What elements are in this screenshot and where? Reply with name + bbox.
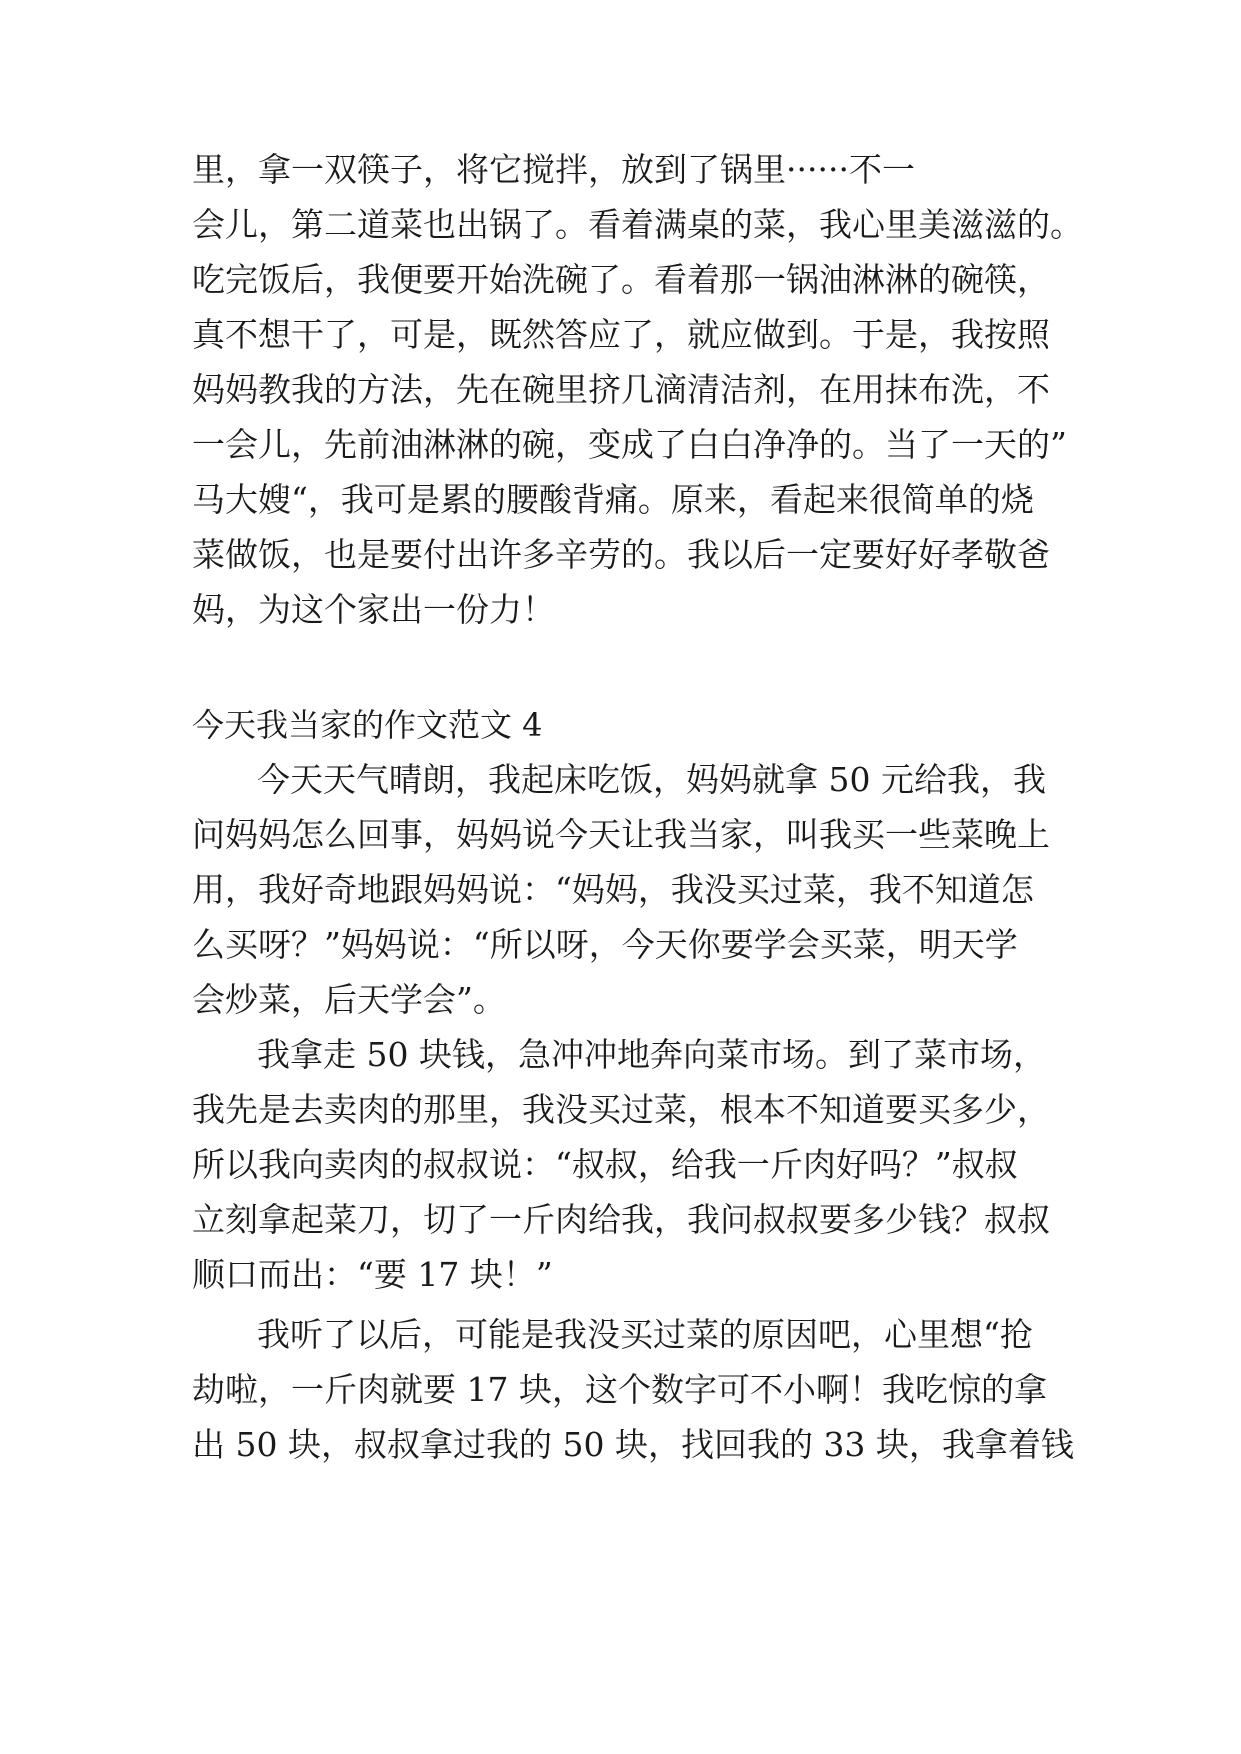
text-line: 我听了以后，可能是我没买过菜的原因吧，心里想“抢 <box>257 1315 1033 1354</box>
text-line: 会炒菜，后天学会”。 <box>192 980 506 1019</box>
text-line: 菜做饭，也是要付出许多辛劳的。我以后一定要好好孝敬爸 <box>192 535 1050 574</box>
text-line: 一会儿，先前油淋淋的碗，变成了白白净净的。当了一天的” <box>192 425 1067 464</box>
text-line: 我先是去卖肉的那里，我没买过菜，根本不知道要买多少， <box>192 1090 1050 1129</box>
text-line: 里，拿一双筷子，将它搅拌，放到了锅里······不一 <box>192 150 915 189</box>
text-line: 我拿走 50 块钱，急冲冲地奔向菜市场。到了菜市场， <box>257 1035 1046 1074</box>
text-line: 妈，为这个家出一份力！ <box>192 590 555 629</box>
text-line: 顺口而出：“要 17 块！” <box>192 1255 553 1294</box>
text-line: 立刻拿起菜刀，切了一斤肉给我，我问叔叔要多少钱？叔叔 <box>192 1200 1050 1239</box>
text-line: 今天天气晴朗，我起床吃饭，妈妈就拿 50 元给我，我 <box>257 760 1046 799</box>
text-line: 妈妈教我的方法，先在碗里挤几滴清洁剂，在用抹布洗，不 <box>192 370 1050 409</box>
text-line: 用，我好奇地跟妈妈说：“妈妈，我没买过菜，我不知道怎 <box>192 870 1034 909</box>
text-line: 马大嫂“，我可是累的腰酸背痛。原来，看起来很简单的烧 <box>192 480 1034 519</box>
section-title: 今天我当家的作文范文 4 <box>192 706 543 744</box>
text-line: 真不想干了，可是，既然答应了，就应做到。于是，我按照 <box>192 315 1050 354</box>
text-line: 所以我向卖肉的叔叔说：“叔叔，给我一斤肉好吗？”叔叔 <box>192 1145 1018 1184</box>
text-line: 吃完饭后，我便要开始洗碗了。看着那一锅油淋淋的碗筷， <box>192 260 1050 299</box>
text-line: 问妈妈怎么回事，妈妈说今天让我当家，叫我买一些菜晚上 <box>192 815 1050 854</box>
text-line: 会儿，第二道菜也出锅了。看着满桌的菜，我心里美滋滋的。 <box>192 205 1083 244</box>
text-line: 劫啦，一斤肉就要 17 块，这个数字可不小啊！我吃惊的拿 <box>192 1370 1047 1409</box>
text-line: 么买呀？”妈妈说：“所以呀，今天你要学会买菜，明天学 <box>192 925 1018 964</box>
text-line: 出 50 块，叔叔拿过我的 50 块，找回我的 33 块，我拿着钱 <box>192 1425 1074 1464</box>
